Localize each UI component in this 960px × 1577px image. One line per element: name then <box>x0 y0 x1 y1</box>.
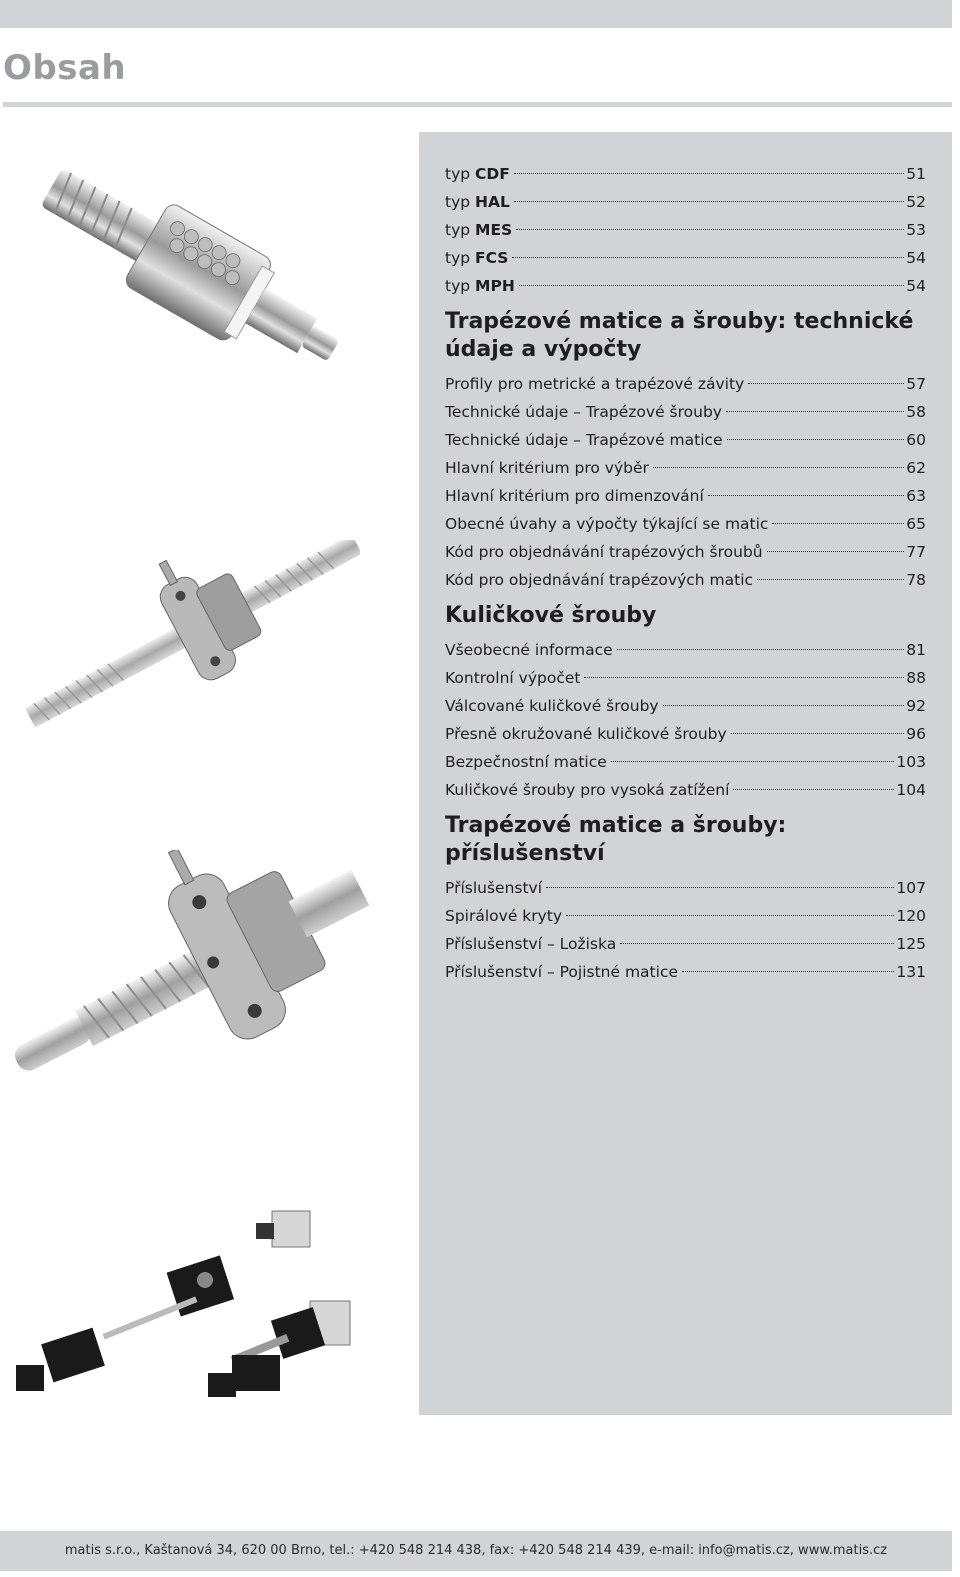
toc-dots <box>731 733 905 734</box>
toc-dots <box>772 523 904 524</box>
toc-label: Kontrolní výpočet <box>445 669 581 687</box>
toc-row[interactable] <box>445 902 926 930</box>
toc-type-prefix: typ <box>445 249 471 267</box>
toc-label: Kuličkové šrouby pro vysoká zatížení <box>445 781 730 799</box>
toc-page-number: 60 <box>906 431 926 449</box>
toc-row[interactable] <box>445 160 926 188</box>
toc-page-number: 125 <box>896 935 926 953</box>
toc-label: Spirálové kryty <box>445 907 563 925</box>
toc-row[interactable] <box>445 930 926 958</box>
section-heading-line: Kuličkové šrouby <box>445 603 657 628</box>
toc-label: Příslušenství <box>445 879 543 897</box>
toc-dots <box>611 761 895 762</box>
toc-dots <box>726 411 904 412</box>
toc-dots <box>546 887 894 888</box>
toc-label: Kód pro objednávání trapézových šroubů <box>445 543 763 561</box>
section-heading-trapezoid-technical <box>445 308 926 364</box>
toc-section3-items <box>445 874 926 986</box>
toc-row[interactable] <box>445 958 926 986</box>
title-divider <box>3 102 952 107</box>
toc-label: Obecné úvahy a výpočty týkající se matic <box>445 515 769 533</box>
section-heading-line: Trapézové matice a šrouby: <box>445 813 787 838</box>
toc-label: Technické údaje – Trapézové šrouby <box>445 403 722 421</box>
toc-label: Příslušenství – Ložiska <box>445 935 617 953</box>
toc-dots <box>733 789 894 790</box>
toc-page-number: 54 <box>906 277 926 295</box>
toc-dots <box>617 649 905 650</box>
toc-label: Kód pro objednávání trapézových matic <box>445 571 754 589</box>
toc-page-number: 92 <box>906 697 926 715</box>
toc-dots <box>748 383 904 384</box>
toc-dots <box>757 579 904 580</box>
toc-page-number: 52 <box>906 193 926 211</box>
page-title: Obsah <box>3 48 127 88</box>
toc-section1-items <box>445 370 926 594</box>
ball-nut-cutaway-icon <box>20 150 360 385</box>
toc-label: Bezpečnostní matice <box>445 753 607 771</box>
toc-page-number: 103 <box>896 753 926 771</box>
toc-dots <box>514 173 904 174</box>
toc-row[interactable] <box>445 566 926 594</box>
toc-row[interactable] <box>445 426 926 454</box>
toc-dots <box>767 551 905 552</box>
toc-dots <box>708 495 904 496</box>
toc-row[interactable] <box>445 776 926 804</box>
toc-page-number: 51 <box>906 165 926 183</box>
section-heading-line: Trapézové matice a šrouby: technické <box>445 309 914 334</box>
toc-dots <box>620 943 894 944</box>
toc-dots <box>682 971 894 972</box>
toc-row[interactable] <box>445 272 926 300</box>
bearing-blocks-assembly-icon <box>10 1205 360 1410</box>
header-bar <box>0 0 952 28</box>
toc-dots <box>519 285 904 286</box>
toc-label: Příslušenství – Pojistné matice <box>445 963 678 981</box>
toc-row[interactable] <box>445 748 926 776</box>
toc-page-number: 88 <box>906 669 926 687</box>
section-heading-ball-screws <box>445 602 926 630</box>
toc-page-number: 65 <box>906 515 926 533</box>
toc-type-code: HAL <box>475 193 510 211</box>
toc-page-number: 77 <box>906 543 926 561</box>
ball-screw-shaft-icon <box>0 850 380 1095</box>
toc-dots <box>584 677 904 678</box>
toc-page-number: 96 <box>906 725 926 743</box>
toc-page-number: 53 <box>906 221 926 239</box>
toc-page-number: 54 <box>906 249 926 267</box>
toc-page-number: 78 <box>906 571 926 589</box>
footer-contact: matis s.r.o., Kaštanová 34, 620 00 Brno, tel.: +420 548 214 438, fax: +420 548 214 439, e-mail: info@matis.cz, www.matis.cz <box>64 1543 888 1558</box>
toc-page-number: 104 <box>896 781 926 799</box>
toc-dots <box>514 201 904 202</box>
toc-page-number: 81 <box>906 641 926 659</box>
toc-label: Válcované kuličkové šrouby <box>445 697 659 715</box>
toc-row[interactable] <box>445 538 926 566</box>
toc-row[interactable] <box>445 692 926 720</box>
toc-page-number: 62 <box>906 459 926 477</box>
toc-label: Hlavní kritérium pro dimenzování <box>445 487 704 505</box>
toc-row[interactable] <box>445 188 926 216</box>
toc-row[interactable] <box>445 370 926 398</box>
toc-row[interactable] <box>445 244 926 272</box>
toc-type-code: MES <box>475 221 513 239</box>
toc-row[interactable] <box>445 482 926 510</box>
toc-page-number: 107 <box>896 879 926 897</box>
toc-type-code: CDF <box>475 165 510 183</box>
toc-dots <box>727 439 905 440</box>
toc-section2-items <box>445 636 926 804</box>
toc-page-number: 58 <box>906 403 926 421</box>
toc-type-prefix: typ <box>445 221 471 239</box>
toc-type-code: MPH <box>475 277 515 295</box>
flanged-ball-screw-icon <box>20 540 360 730</box>
toc-row[interactable] <box>445 454 926 482</box>
toc-label: Všeobecné informace <box>445 641 613 659</box>
toc-row[interactable] <box>445 664 926 692</box>
toc-page-number: 57 <box>906 375 926 393</box>
toc-label: Hlavní kritérium pro výběr <box>445 459 649 477</box>
toc-row[interactable] <box>445 216 926 244</box>
toc-row[interactable] <box>445 398 926 426</box>
toc-label: Profily pro metrické a trapézové závity <box>445 375 745 393</box>
toc-page-number: 120 <box>896 907 926 925</box>
toc-dots <box>516 229 904 230</box>
toc-row[interactable] <box>445 510 926 538</box>
table-of-contents <box>445 160 926 986</box>
toc-type-code: FCS <box>475 249 509 267</box>
toc-types-group <box>445 160 926 300</box>
toc-type-prefix: typ <box>445 277 471 295</box>
toc-type-prefix: typ <box>445 165 471 183</box>
toc-dots <box>663 705 905 706</box>
section-heading-accessories <box>445 812 926 868</box>
toc-dots <box>653 467 904 468</box>
toc-label: Technické údaje – Trapézové matice <box>445 431 723 449</box>
toc-row[interactable] <box>445 874 926 902</box>
toc-row[interactable] <box>445 636 926 664</box>
toc-dots <box>512 257 904 258</box>
section-heading-line: příslušenství <box>445 841 605 866</box>
section-heading-line: údaje a výpočty <box>445 337 642 362</box>
toc-page-number: 63 <box>906 487 926 505</box>
toc-dots <box>566 915 894 916</box>
toc-type-prefix: typ <box>445 193 471 211</box>
toc-row[interactable] <box>445 720 926 748</box>
toc-page-number: 131 <box>896 963 926 981</box>
toc-label: Přesně okružované kuličkové šrouby <box>445 725 727 743</box>
